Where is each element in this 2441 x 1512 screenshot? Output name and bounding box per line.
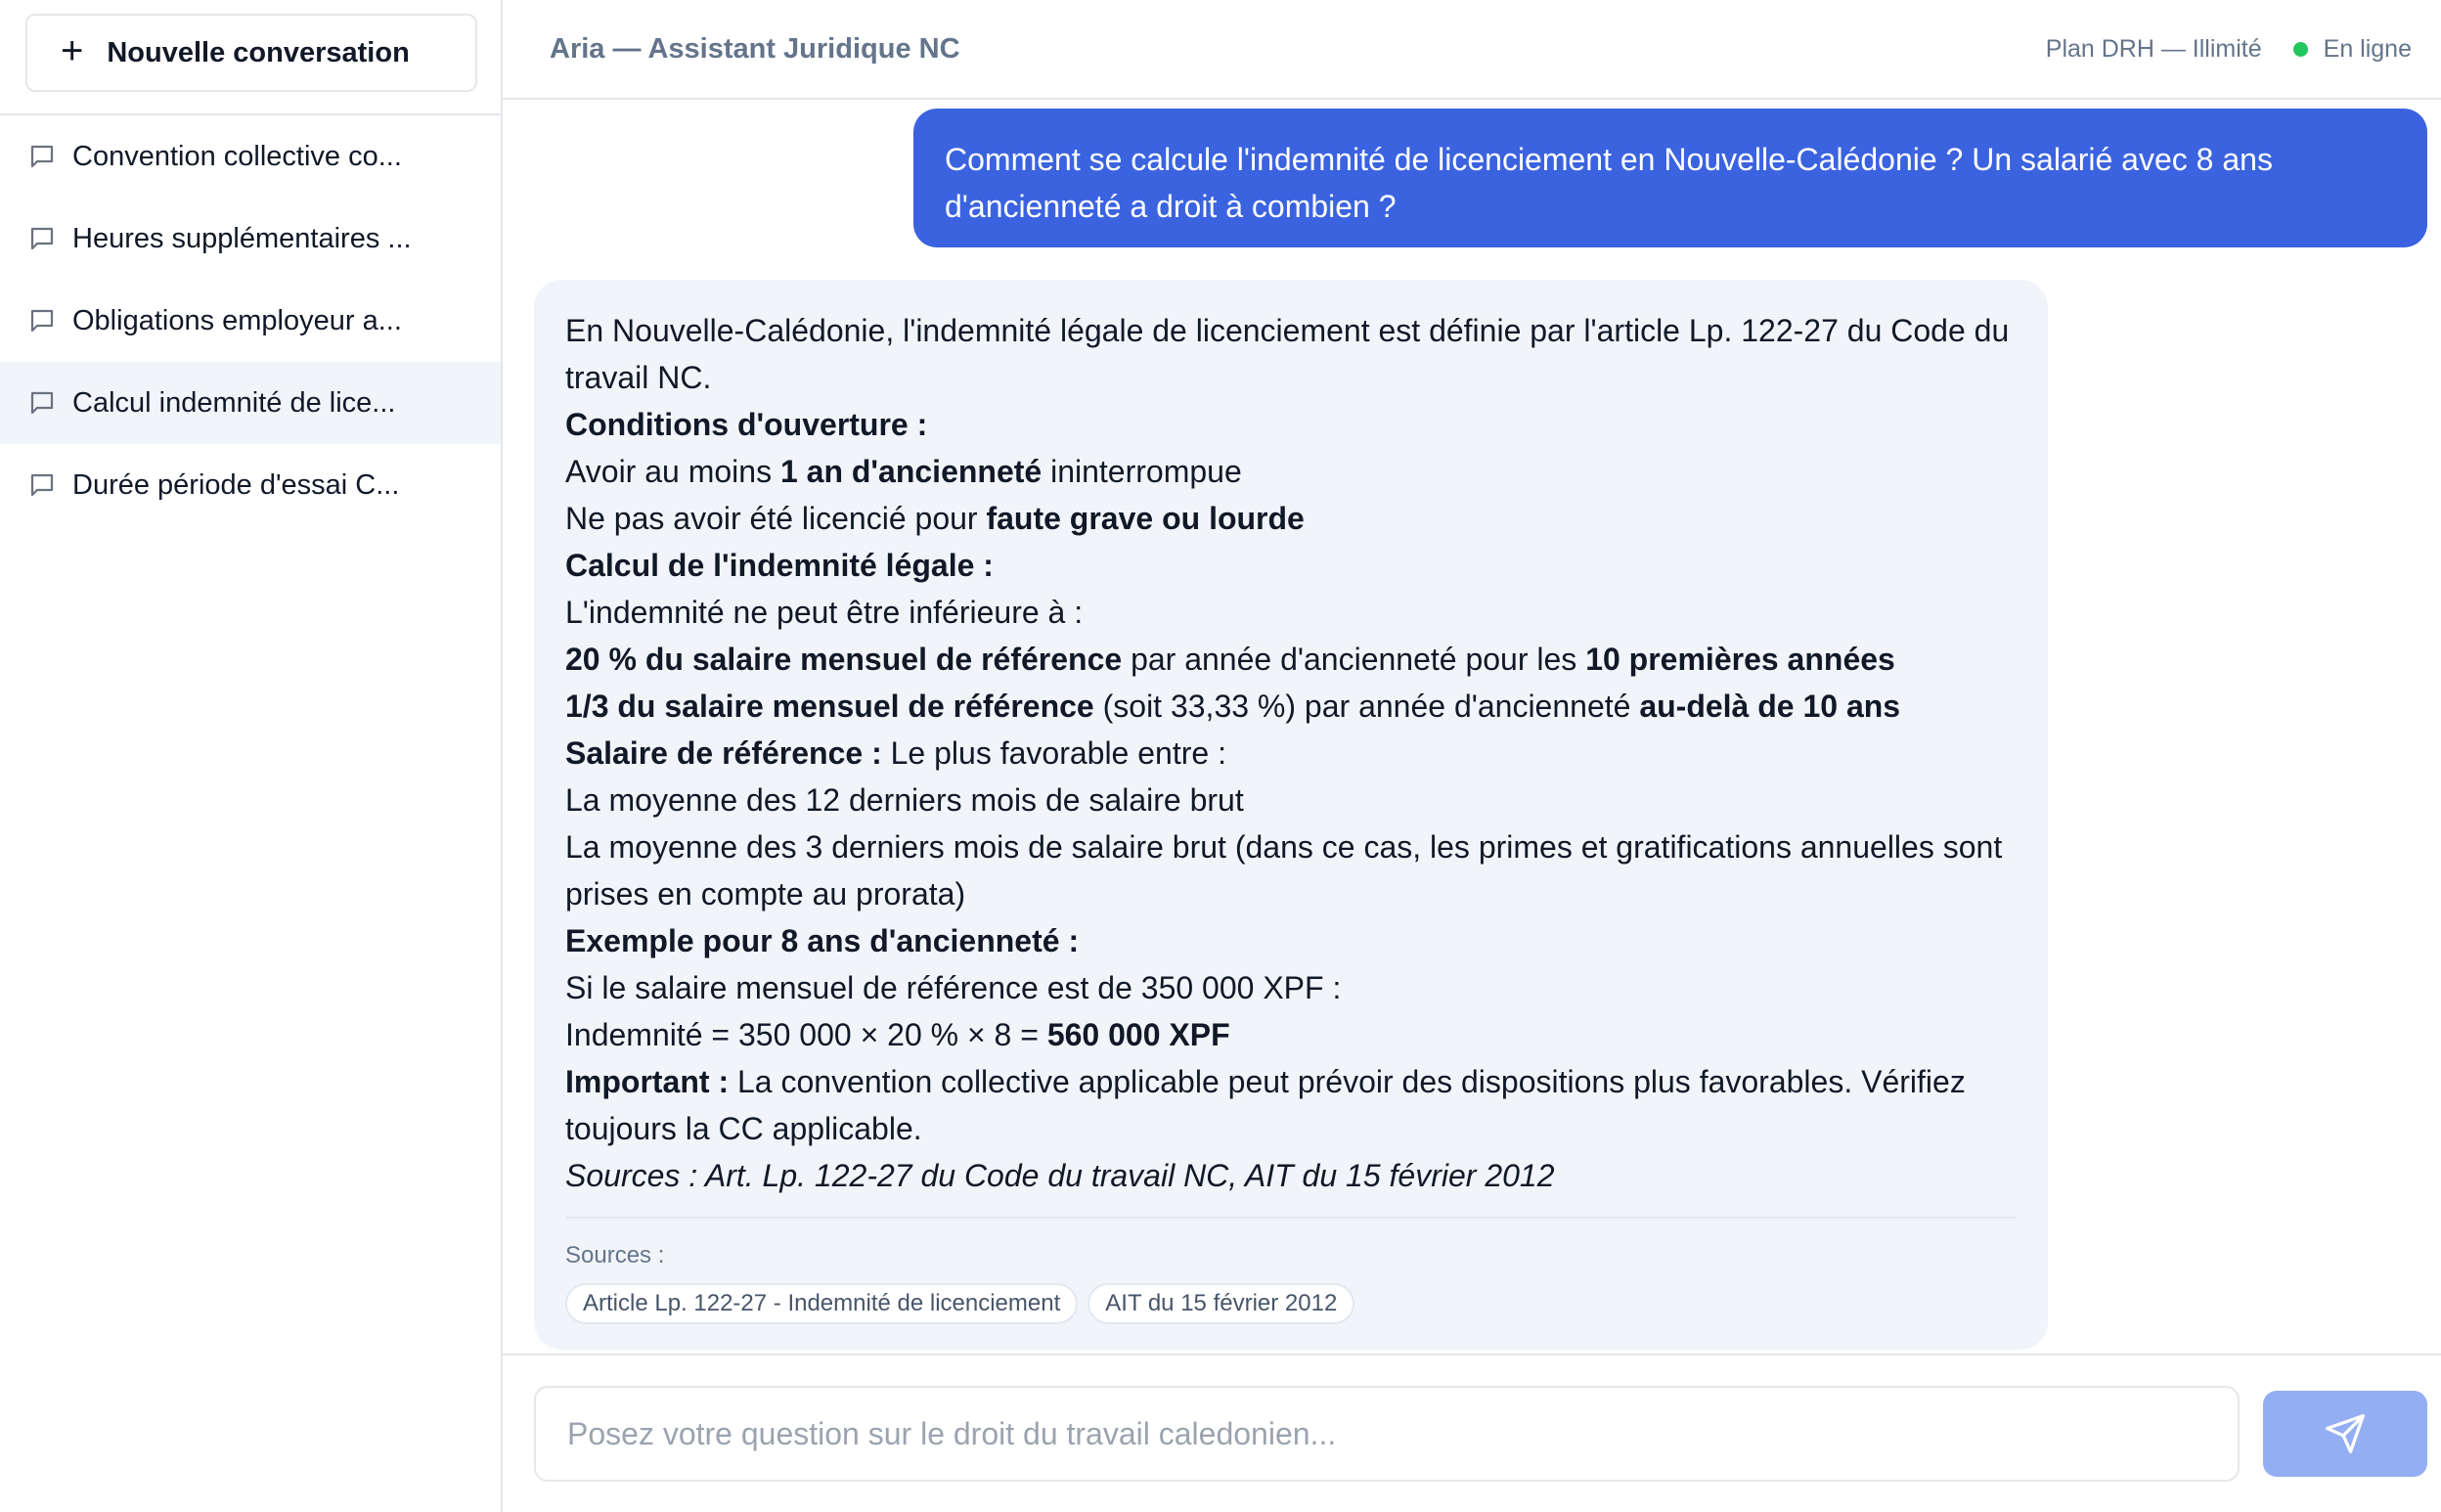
conversation-title: Heures supplémentaires ... (72, 222, 412, 254)
source-chips (565, 1283, 2017, 1324)
example-line-1: Si le salaire mensuel de référence est de 350 000 XPF : (565, 970, 1342, 1005)
conversation-title: Calcul indemnité de lice... (72, 386, 396, 419)
calc-intro: L'indemnité ne peut être inférieure à : (565, 595, 1084, 630)
new-conversation-label: Nouvelle conversation (107, 36, 410, 68)
text: ininterrompue (1042, 454, 1242, 489)
calc-heading: Calcul de l'indemnité légale : (565, 548, 994, 583)
text-bold: 560 000 XPF (1046, 1017, 1230, 1052)
source-chip[interactable]: AIT du 15 février 2012 (1087, 1283, 1354, 1324)
new-conversation-button[interactable] (25, 14, 477, 92)
status-label: En ligne (2323, 34, 2412, 63)
chat-bubble-icon (27, 224, 57, 253)
sources-label: Sources : (565, 1242, 665, 1268)
message-thread (503, 100, 2441, 1354)
text: La convention collective applicable peut prévoir des dispositions plus favorables. Vérifiez toujours la CC applicable. (565, 1064, 1966, 1146)
conversation-list (0, 115, 501, 526)
conversation-title: Obligations employeur a... (72, 304, 402, 336)
conversation-item[interactable] (0, 280, 501, 362)
text: (soit 33,33 %) par année d'ancienneté (1093, 689, 1640, 724)
text-bold: 10 premières années (1585, 642, 1895, 677)
sidebar (0, 0, 503, 1512)
example-heading: Exemple pour 8 ans d'ancienneté : (565, 923, 1080, 958)
text-bold: Important : (565, 1064, 730, 1099)
chat-bubble-icon (27, 142, 57, 171)
send-icon (2324, 1412, 2367, 1455)
condition-2 (565, 495, 2017, 542)
text: Avoir au moins (565, 454, 780, 489)
chat-bubble-icon (27, 470, 57, 500)
rule-1 (565, 636, 2017, 683)
conversation-item[interactable] (0, 444, 501, 526)
text-bold: faute grave ou lourde (986, 501, 1305, 536)
important-note (565, 1058, 2017, 1152)
plan-label: Plan DRH — Illimité (2045, 34, 2262, 63)
sidebar-top (0, 0, 501, 115)
source-chip[interactable]: Article Lp. 122-27 - Indemnité de licenciement (565, 1283, 1078, 1324)
text-bold: au-delà de 10 ans (1639, 689, 1901, 724)
chat-main (503, 0, 2441, 1512)
example-line-2 (565, 1011, 2017, 1058)
text-bold: Salaire de référence : (565, 735, 882, 771)
user-message-text: Comment se calcule l'indemnité de licenciement en Nouvelle-Calédonie ? Un salarié avec 8 ans d'ancienneté a droit à combien ? (945, 142, 2273, 224)
text: Indemnité = 350 000 × 20 % × 8 = (565, 1017, 1047, 1052)
header-status (2046, 35, 2412, 64)
assistant-message (534, 280, 2048, 1350)
composer (503, 1354, 2441, 1512)
sources-text: Sources : Art. Lp. 122-27 du Code du travail NC, AIT du 15 février 2012 (565, 1158, 1555, 1193)
reference-option-1: La moyenne des 12 derniers mois de salaire brut (565, 782, 1244, 818)
assistant-title: Aria — Assistant Juridique NC (550, 32, 960, 65)
conversation-title: Convention collective co... (72, 140, 402, 172)
text: Le plus favorable entre : (881, 735, 1226, 771)
rule-2 (565, 683, 2017, 730)
question-input[interactable] (534, 1386, 2240, 1482)
conversation-title: Durée période d'essai C... (72, 468, 400, 501)
conversation-item[interactable] (0, 198, 501, 280)
chat-header (503, 0, 2441, 100)
reference-salary (565, 730, 2017, 777)
text-bold: 20 % du salaire mensuel de référence (565, 642, 1123, 677)
chat-bubble-icon (27, 388, 57, 418)
reference-option-2: La moyenne des 3 derniers mois de salaire brut (dans ce cas, les primes et gratifications annuelles sont prises en compte au prorata) (565, 829, 2003, 912)
conversation-item[interactable] (0, 115, 501, 198)
online-status-dot (2293, 42, 2308, 57)
condition-1 (565, 448, 2017, 495)
text: Ne pas avoir été licencié pour (565, 501, 987, 536)
text: par année d'ancienneté pour les (1122, 642, 1586, 677)
chat-bubble-icon (27, 306, 57, 335)
text-bold: 1/3 du salaire mensuel de référence (565, 689, 1094, 724)
plus-icon: + (61, 29, 84, 72)
conversation-item-active[interactable] (0, 362, 501, 444)
text-bold: 1 an d'ancienneté (779, 454, 1043, 489)
answer-intro: En Nouvelle-Calédonie, l'indemnité légale de licenciement est définie par l'article Lp. 122-27 du Code du travail NC. (565, 313, 2010, 395)
sources-section (565, 1217, 2017, 1324)
send-button[interactable] (2263, 1391, 2427, 1477)
user-message (913, 109, 2427, 247)
conditions-heading: Conditions d'ouverture : (565, 407, 928, 442)
